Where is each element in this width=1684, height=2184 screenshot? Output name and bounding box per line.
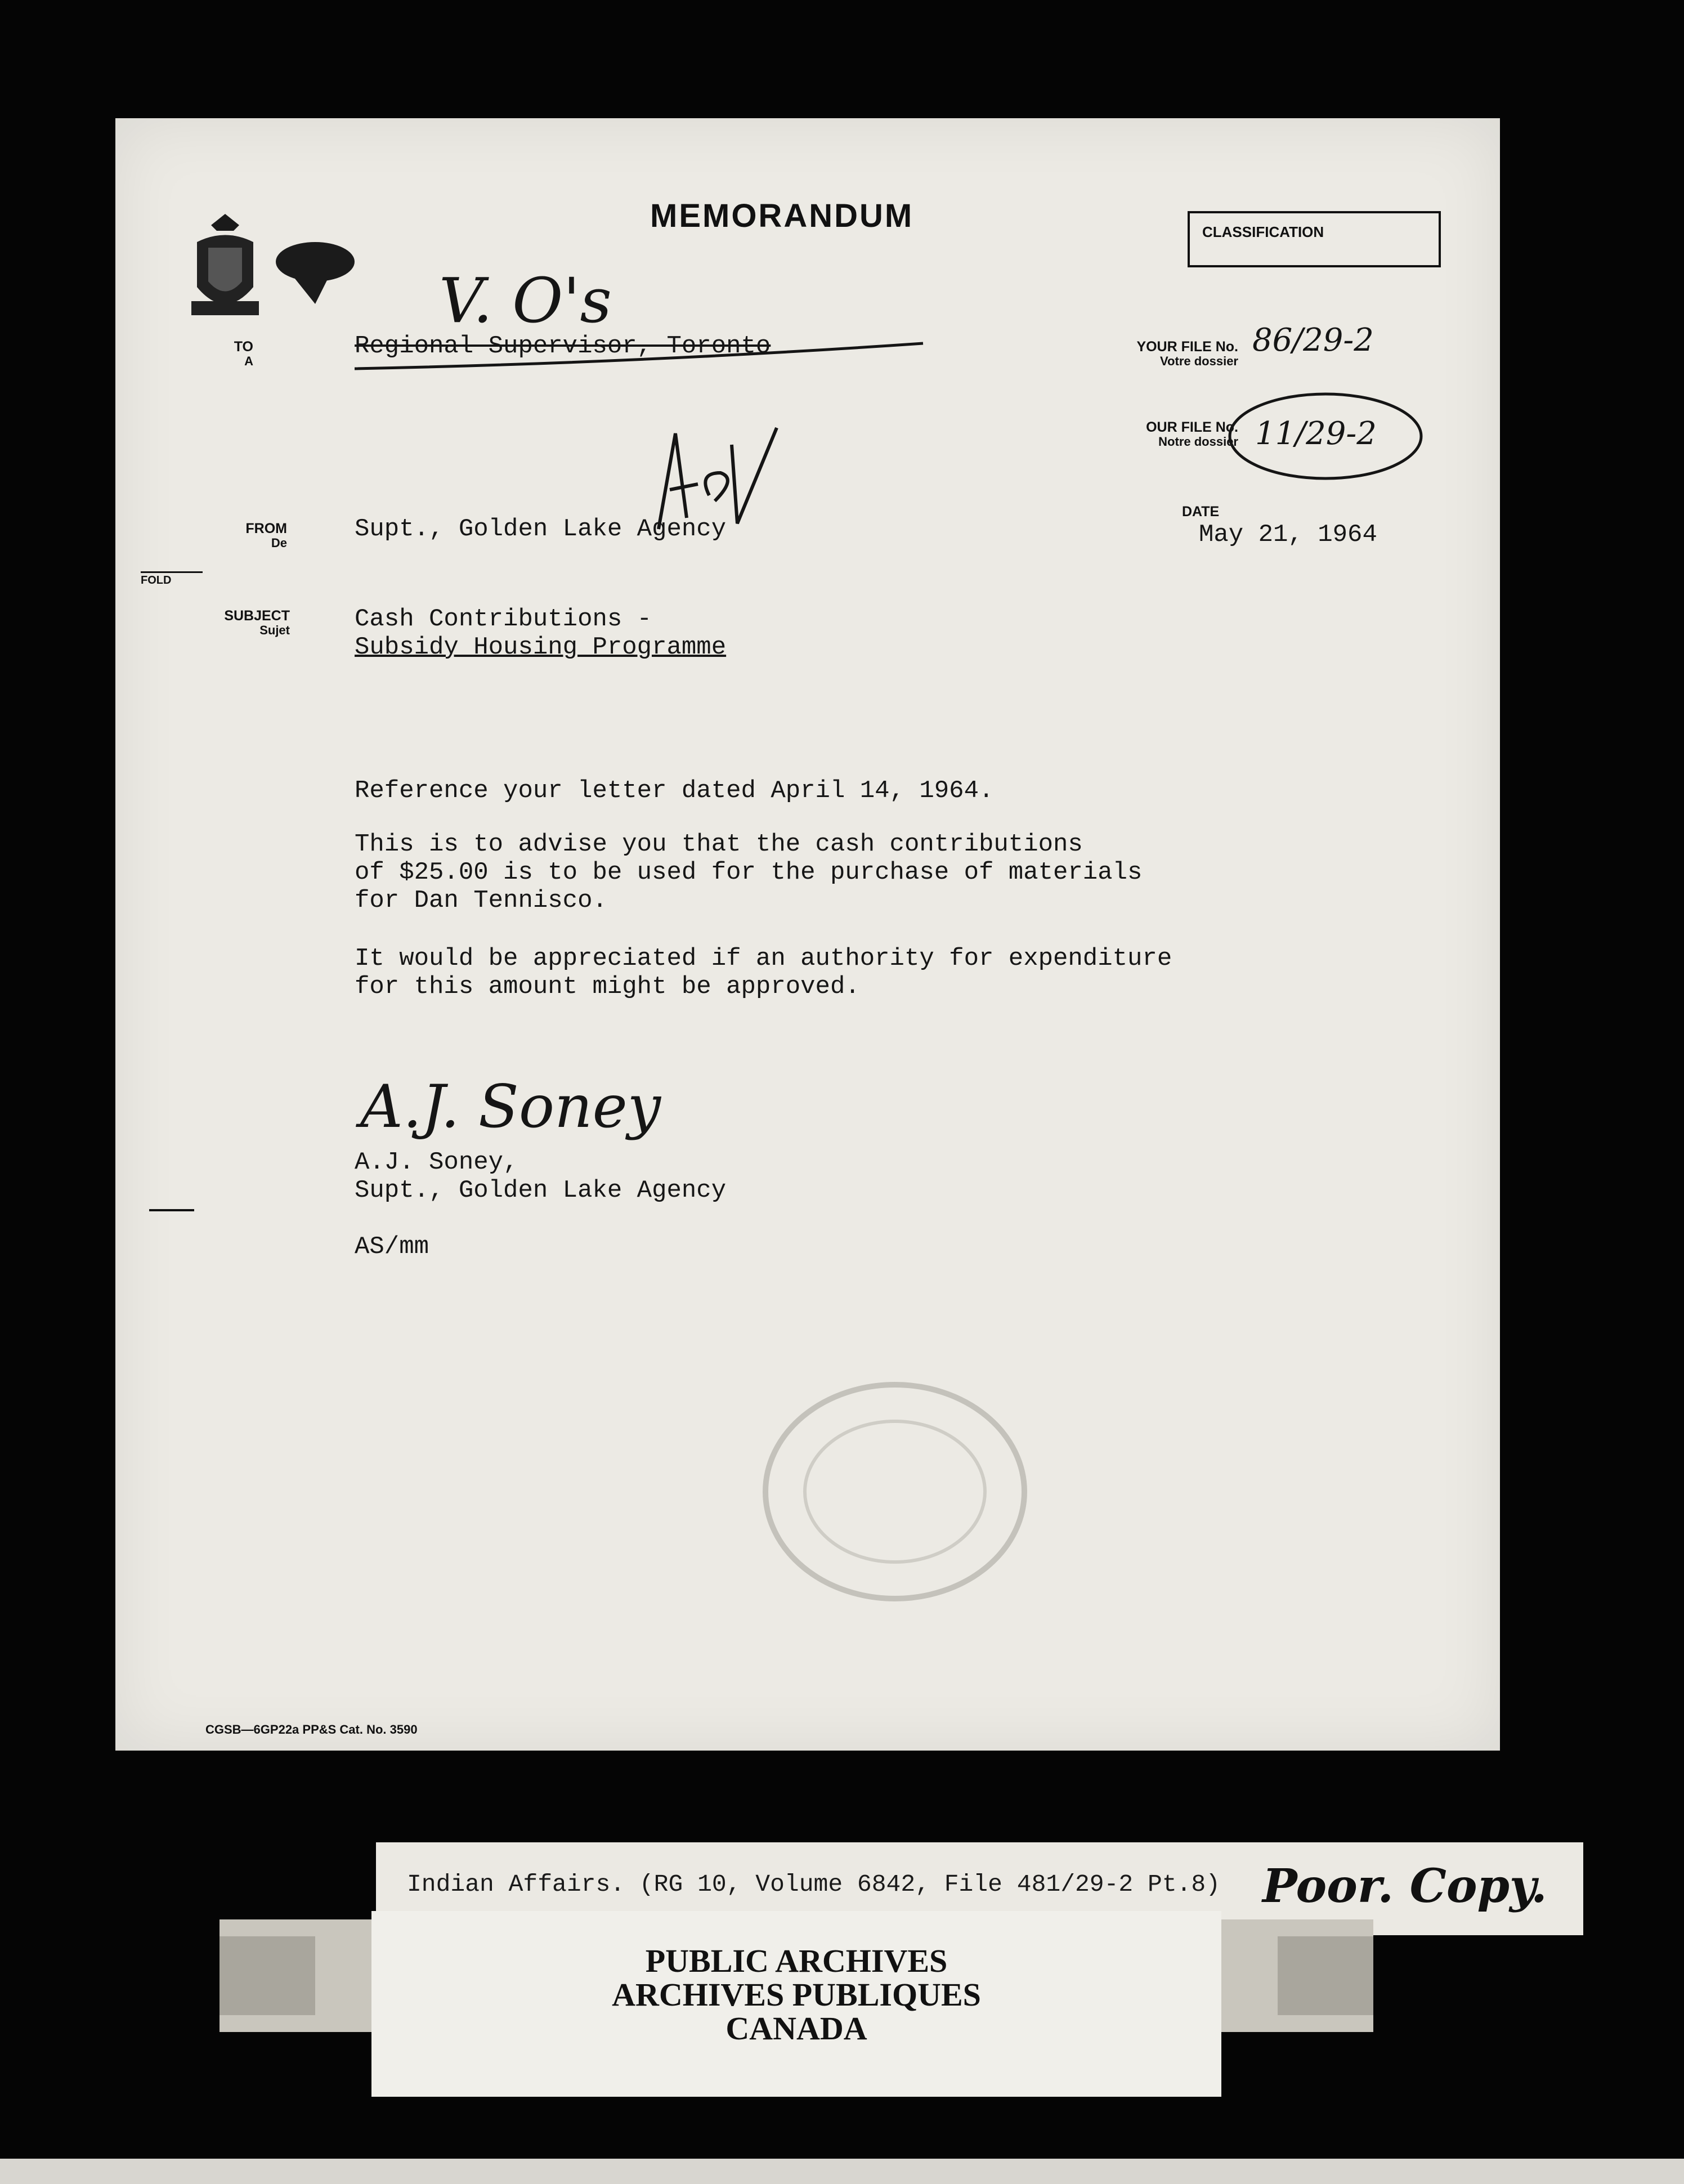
fold-marker: FOLD xyxy=(141,571,203,587)
body-line-4: for Dan Tennisco. xyxy=(355,887,607,915)
handwritten-to-annotation: V. O's xyxy=(439,265,612,337)
margin-dash xyxy=(149,1209,194,1211)
coat-of-arms-emblem xyxy=(186,208,265,326)
date-value: May 21, 1964 xyxy=(1199,521,1377,549)
to-label: TO A xyxy=(234,339,253,368)
our-file-value: 11/29-2 xyxy=(1255,415,1377,452)
your-file-value: 86/29-2 xyxy=(1252,322,1374,359)
signer-title: Supt., Golden Lake Agency xyxy=(355,1176,727,1205)
from-label: FROM De xyxy=(245,521,287,550)
smudge-mark xyxy=(276,236,360,304)
classification-label: CLASSIFICATION xyxy=(1202,223,1324,240)
from-value: Supt., Golden Lake Agency xyxy=(355,515,727,543)
our-file-label: OUR FILE No. Notre dossier xyxy=(1146,419,1238,449)
handwritten-underline xyxy=(355,338,929,372)
signer-name: A.J. Soney, xyxy=(355,1148,518,1176)
faint-received-stamp xyxy=(749,1373,1041,1610)
archives-stamp-tab-right xyxy=(1278,1936,1373,2015)
to-value: Regional Supervisor, Toronto xyxy=(355,332,771,360)
classification-box xyxy=(1188,211,1441,267)
our-file-circle xyxy=(1224,388,1427,484)
body-line-6: for this amount might be approved. xyxy=(355,973,860,1001)
film-edge xyxy=(0,2159,1684,2184)
body-line-1: Reference your letter dated April 14, 1964. xyxy=(355,777,994,805)
form-number: CGSB—6GP22a PP&S Cat. No. 3590 xyxy=(205,1722,418,1737)
handwritten-signature: A.J. Soney xyxy=(360,1072,661,1141)
stamp-line-3: CANADA xyxy=(725,2010,867,2047)
initials: AS/mm xyxy=(355,1233,429,1261)
memo-title: MEMORANDUM xyxy=(650,198,914,234)
archive-source-label: Indian Affairs. (RG 10, Volume 6842, File 481/29-2 Pt.8) xyxy=(376,1842,1231,1935)
your-file-label: YOUR FILE No. Votre dossier xyxy=(1136,339,1238,368)
body-line-3: of $25.00 is to be used for the purchase of materials xyxy=(355,858,1143,887)
subject-label: SUBJECT Sujet xyxy=(224,608,290,637)
stamp-line-1: PUBLIC ARCHIVES xyxy=(645,1943,948,1979)
poor-copy-label: Poor. Copy. xyxy=(1231,1842,1583,1935)
archives-stamp-tab-left xyxy=(220,1936,315,2015)
stamp-line-2: ARCHIVES PUBLIQUES xyxy=(612,1976,981,2013)
body-line-2: This is to advise you that the cash contributions xyxy=(355,830,1083,858)
subject-line-1: Cash Contributions - xyxy=(355,605,652,633)
body-line-5: It would be appreciated if an authority for expenditure xyxy=(355,945,1172,973)
date-label: DATE xyxy=(1182,504,1220,520)
subject-line-2: Subsidy Housing Programme xyxy=(355,633,727,661)
